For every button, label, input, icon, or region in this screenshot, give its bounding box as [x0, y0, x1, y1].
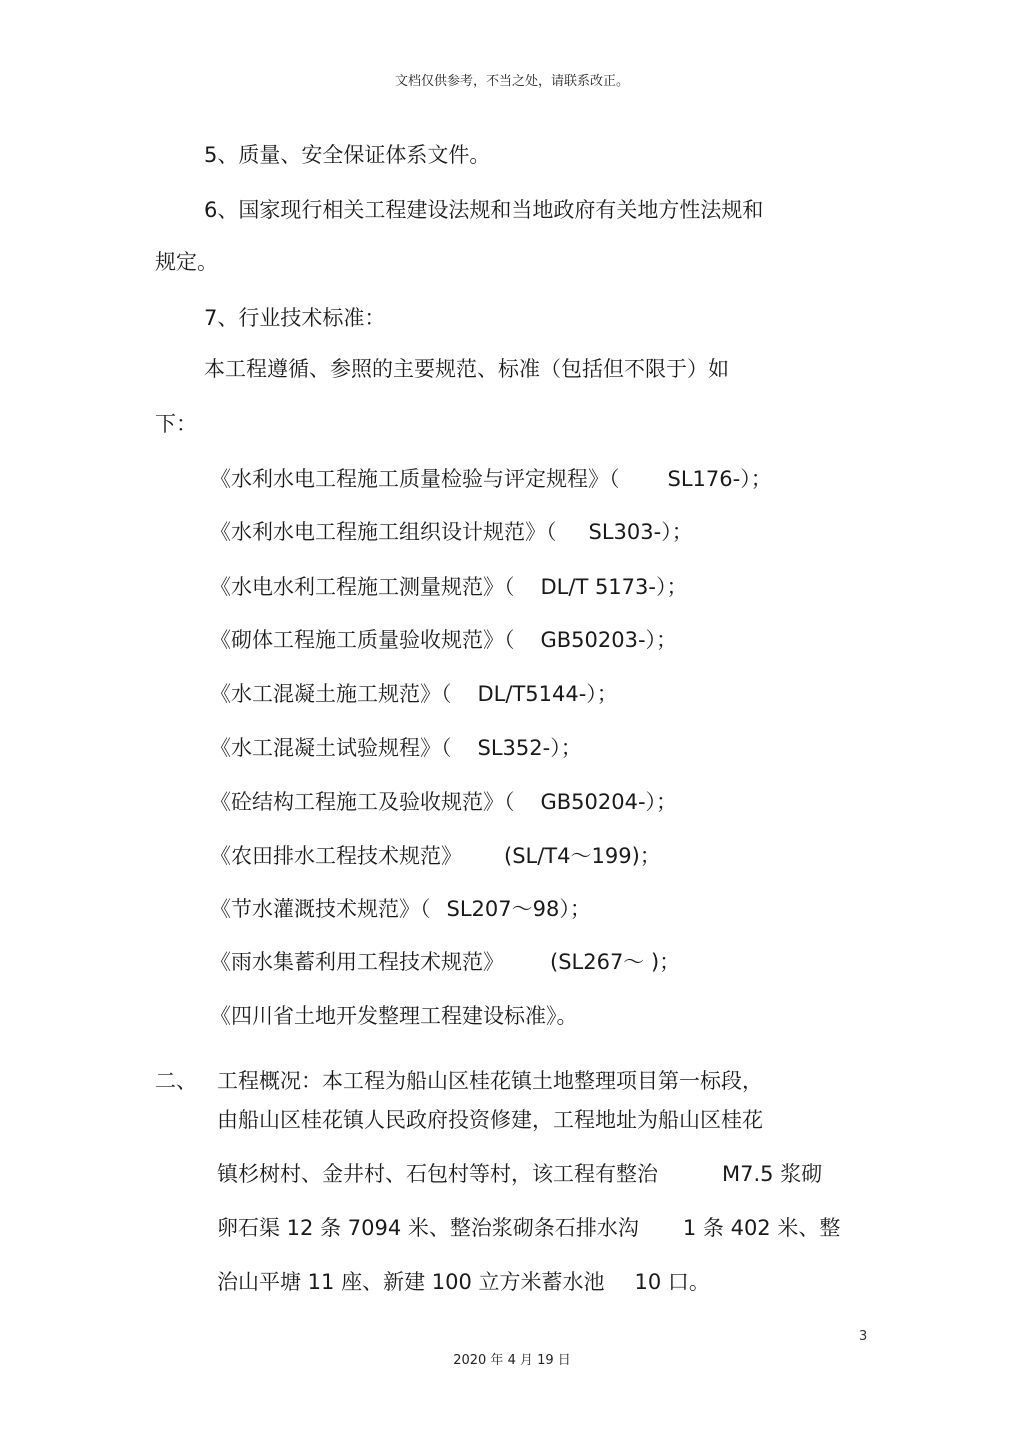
item-5: 5、质量、安全保证体系文件。: [204, 143, 491, 167]
section-2-line-1: 工程概况：本工程为船山区桂花镇土地整理项目第一标段，: [217, 1069, 763, 1093]
section-2-line-5: [217, 1268, 710, 1296]
standard-code: (SL267～ )；: [550, 950, 681, 974]
section-2-line-3-tail: M7.5 浆砌: [722, 1162, 823, 1186]
section-2-line-3: [217, 1160, 822, 1188]
standard-item: [210, 465, 772, 493]
intro-line-1: 本工程遵循、参照的主要规范、标准（包括但不限于）如: [204, 357, 729, 381]
standard-item: [210, 788, 677, 816]
standard-item: [210, 895, 591, 923]
standard-name: 《水工混凝土试验规程》（: [210, 736, 452, 760]
standard-item: [210, 948, 680, 976]
section-2-line-3-text: 镇杉树村、金井村、石包村等村，该工程有整治: [217, 1162, 658, 1186]
page-number: 3: [859, 1329, 868, 1344]
item-6-line-2: 规定。: [155, 250, 218, 274]
section-2-line-5-text: 治山平塘 11 座、新建 100 立方米蓄水池: [217, 1270, 605, 1294]
standard-name: 《砼结构工程施工及验收规范》（: [210, 790, 515, 814]
standard-code: SL176-）；: [667, 467, 772, 491]
standard-code: GB50204-）；: [540, 790, 678, 814]
standard-name: 《节水灌溉技术规范》（: [210, 897, 431, 921]
standard-item: [210, 734, 582, 762]
section-2-number: 二、: [155, 1069, 197, 1093]
section-2-line-4-tail: 1 条 402 米、整: [682, 1216, 841, 1240]
standard-name: 《水利水电工程施工质量检验与评定规程》（: [210, 467, 620, 491]
standard-item: [210, 680, 618, 708]
item-7: 7、行业技术标准：: [204, 306, 386, 330]
standard-name: 《雨水集蓄利用工程技术规范》: [210, 950, 504, 974]
standard-name: 《四川省土地开发整理工程建设标准》。: [210, 1004, 578, 1028]
standard-name: 《水电水利工程施工测量规范》（: [210, 575, 515, 599]
standard-item: [210, 1002, 578, 1030]
standard-item: [210, 842, 661, 870]
standard-name: 《水利水电工程施工组织设计规范》（: [210, 520, 557, 544]
standard-code: GB50203-）；: [540, 628, 678, 652]
standard-item: [210, 626, 677, 654]
header-note: 文档仅供参考，不当之处，请联系改正。: [394, 74, 629, 89]
standard-item: [210, 518, 693, 546]
section-2-line-4-text: 卵石渠 12 条 7094 米、整治浆砌条石排水沟: [217, 1216, 639, 1240]
standard-name: 《砌体工程施工质量验收规范》（: [210, 628, 515, 652]
standard-name: 《水工混凝土施工规范》（: [210, 682, 452, 706]
standard-code: DL/T 5173-）；: [540, 575, 688, 599]
item-6-line-1: 6、国家现行相关工程建设法规和当地政府有关地方性法规和: [204, 198, 764, 222]
standard-code: SL303-）；: [588, 520, 693, 544]
section-2-line-4: [217, 1214, 840, 1242]
standard-code: DL/T5144-）；: [477, 682, 618, 706]
standard-code: SL352-）；: [477, 736, 582, 760]
standard-item: [210, 573, 687, 601]
intro-line-2: 下：: [155, 412, 197, 436]
footer-date: 2020 年 4 月 19 日: [453, 1353, 571, 1368]
section-2-line-5-tail: 10 口。: [634, 1270, 710, 1294]
section-2-line-2: 由船山区桂花镇人民政府投资修建，工程地址为船山区桂花: [217, 1108, 763, 1132]
standard-code: SL207～98）；: [446, 897, 591, 921]
standard-code: (SL/T4～199)；: [504, 844, 661, 868]
standard-name: 《农田排水工程技术规范》: [210, 844, 462, 868]
